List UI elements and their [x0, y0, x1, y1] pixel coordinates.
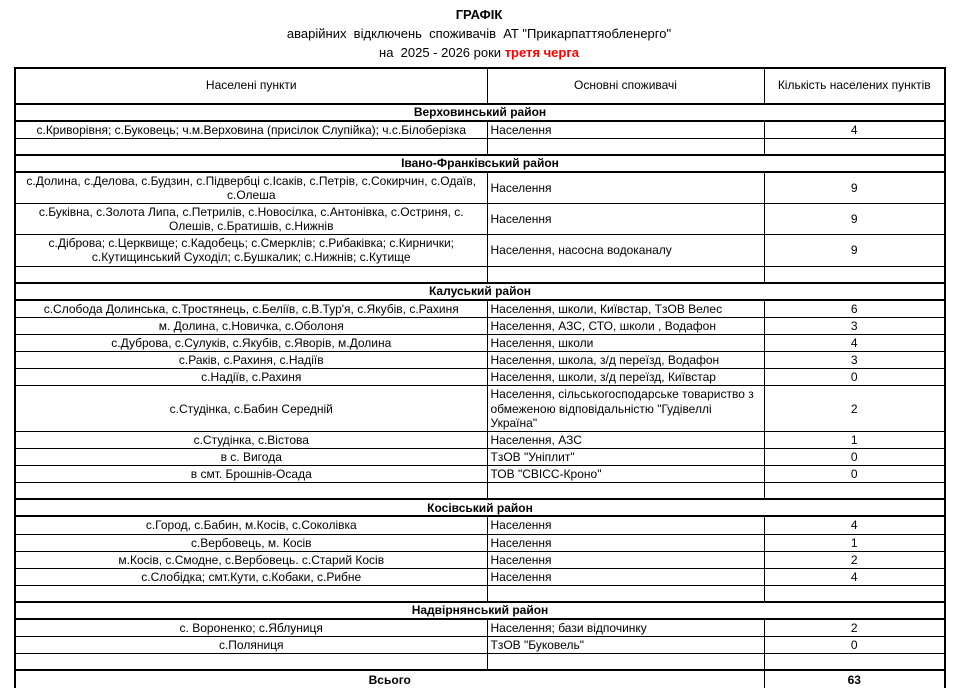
- count-cell: 2: [764, 619, 945, 637]
- spacer-cell: [487, 138, 764, 155]
- count-cell: 0: [764, 369, 945, 386]
- table-row: [15, 369, 945, 386]
- outage-schedule-table: [14, 67, 946, 688]
- spacer-cell: [15, 654, 487, 671]
- count-cell: 2: [764, 386, 945, 431]
- spacer-cell: [764, 585, 945, 602]
- spacer-cell: [487, 266, 764, 283]
- count-cell: 9: [764, 172, 945, 204]
- table-row: [15, 449, 945, 466]
- spacer-row: [15, 138, 945, 155]
- settlements-cell: с.Поляниця: [15, 637, 487, 654]
- table-row: [15, 300, 945, 318]
- title-queue-highlight: третя черга: [504, 44, 579, 60]
- settlements-cell: м. Долина, с.Новичка, с.Оболоня: [15, 317, 487, 334]
- table-row: [15, 568, 945, 585]
- table-row: [15, 637, 945, 654]
- spacer-row: [15, 266, 945, 283]
- table-row: [15, 431, 945, 448]
- consumers-cell: ТзОВ "Буковель": [487, 637, 764, 654]
- consumers-cell: Населення: [487, 534, 764, 551]
- count-cell: 3: [764, 352, 945, 369]
- consumers-cell: Населення: [487, 568, 764, 585]
- spacer-cell: [15, 138, 487, 155]
- count-cell: 6: [764, 300, 945, 318]
- settlements-cell: с.Город, с.Бабин, м.Косів, с.Соколівка: [15, 516, 487, 534]
- district-section-title: Верховинський район: [15, 104, 945, 121]
- count-cell: 9: [764, 235, 945, 266]
- spacer-cell: [15, 266, 487, 283]
- table-header: [15, 68, 945, 104]
- table-row: [15, 516, 945, 534]
- table-row: [15, 551, 945, 568]
- table-row: [15, 386, 945, 431]
- count-cell: 4: [764, 516, 945, 534]
- title-line-3-prefix: на 2025 - 2026 роки: [379, 44, 505, 60]
- count-cell: 3: [764, 317, 945, 334]
- outage-table-footer: [15, 670, 945, 688]
- spacer-cell: [764, 138, 945, 155]
- settlements-cell: с.Вербовець, м. Косів: [15, 534, 487, 551]
- consumers-cell: Населення, школи, з/д переїзд, Київстар: [487, 369, 764, 386]
- consumers-cell: Населення, школа, з/д переїзд, Водафон: [487, 352, 764, 369]
- consumers-cell: Населення: [487, 121, 764, 139]
- count-cell: 0: [764, 466, 945, 483]
- title-line-2: аварійних відключень споживачів АТ "Прикарпаттяобленерго": [286, 25, 672, 41]
- spacer-row: [15, 585, 945, 602]
- consumers-cell: Населення, насосна водоканалу: [487, 235, 764, 266]
- column-header-settlements: Населені пункти: [15, 68, 487, 104]
- total-label: Всього: [15, 670, 764, 688]
- district-section-row: [15, 155, 945, 172]
- table-row: [15, 204, 945, 235]
- table-row: [15, 619, 945, 637]
- settlements-cell: с.Діброва; с.Церквище; с.Кадобець; с.Смерклів; с.Рибаківка; с.Кирнички; с.Кутищинський Суходіл; с.Бушкалик; с.Нижнів; с.Кутище: [15, 235, 487, 266]
- settlements-cell: с.Криворівня; с.Буковець; ч.м.Верховина (присілок Слупійка); ч.с.Білоберізка: [15, 121, 487, 139]
- spacer-cell: [15, 483, 487, 500]
- document-title-block: [0, 0, 958, 63]
- count-cell: 9: [764, 204, 945, 235]
- consumers-cell: ТзОВ "Уніплит": [487, 449, 764, 466]
- consumers-cell: Населення, школи, Київстар, ТзОВ Велес: [487, 300, 764, 318]
- district-section-row: [15, 499, 945, 516]
- table-row: [15, 334, 945, 351]
- consumers-cell: Населення: [487, 516, 764, 534]
- table-row: [15, 121, 945, 139]
- consumers-cell: ТОВ "СВІСС-Кроно": [487, 466, 764, 483]
- consumers-cell: Населення: [487, 172, 764, 204]
- consumers-cell: Населення, сільськогосподарське товариство з обмеженою відповідальністю "Гудівеллі Україна": [487, 386, 764, 431]
- settlements-cell: с.Студінка, с.Вістова: [15, 431, 487, 448]
- district-section-title: Івано-Франківський район: [15, 155, 945, 172]
- count-cell: 1: [764, 431, 945, 448]
- table-row: [15, 352, 945, 369]
- settlements-cell: с.Слобода Долинська, с.Тростянець, с.Беліїв, с.В.Тур'я, с.Якубів, с.Рахиня: [15, 300, 487, 318]
- settlements-cell: с.Студінка, с.Бабин Середній: [15, 386, 487, 431]
- consumers-cell: Населення, школи: [487, 334, 764, 351]
- title-line-3: [0, 44, 958, 63]
- settlements-cell: с.Буківна, с.Золота Липа, с.Петрилів, с.Новосілка, с.Антонівка, с.Остриня, с. Олешів, с.Братишів, с.Нижнів: [15, 204, 487, 235]
- title-line-1: ГРАФІК: [455, 7, 503, 22]
- district-section-row: [15, 104, 945, 121]
- table-row: [15, 235, 945, 266]
- spacer-cell: [487, 654, 764, 671]
- district-section-row: [15, 283, 945, 300]
- table-row: [15, 317, 945, 334]
- column-header-count: Кількість населених пунктів: [764, 68, 945, 104]
- outage-table-body: [15, 104, 945, 671]
- table-row: [15, 172, 945, 204]
- table-header-row: [15, 68, 945, 104]
- district-section-title: Калуський район: [15, 283, 945, 300]
- count-cell: 0: [764, 637, 945, 654]
- consumers-cell: Населення; бази відпочинку: [487, 619, 764, 637]
- spacer-cell: [487, 483, 764, 500]
- spacer-cell: [764, 654, 945, 671]
- count-cell: 4: [764, 568, 945, 585]
- spacer-cell: [487, 585, 764, 602]
- consumers-cell: Населення, АЗС: [487, 431, 764, 448]
- settlements-cell: с.Надіїв, с.Рахиня: [15, 369, 487, 386]
- column-header-consumers: Основні споживачі: [487, 68, 764, 104]
- table-row: [15, 466, 945, 483]
- settlements-cell: м.Косів, с.Смодне, с.Вербовець. с.Старий Косів: [15, 551, 487, 568]
- spacer-cell: [15, 585, 487, 602]
- spacer-row: [15, 654, 945, 671]
- district-section-title: Косівський район: [15, 499, 945, 516]
- total-value: 63: [764, 670, 945, 688]
- settlements-cell: с.Раків, с.Рахиня, с.Надіїв: [15, 352, 487, 369]
- settlements-cell: с. Вороненко; с.Яблуниця: [15, 619, 487, 637]
- settlements-cell: в смт. Брошнів-Осада: [15, 466, 487, 483]
- settlements-cell: с.Слобідка; смт.Кути, с.Кобаки, с.Рибне: [15, 568, 487, 585]
- spacer-cell: [764, 266, 945, 283]
- count-cell: 2: [764, 551, 945, 568]
- spacer-row: [15, 483, 945, 500]
- district-section-title: Надвірнянський район: [15, 602, 945, 619]
- count-cell: 0: [764, 449, 945, 466]
- table-row: [15, 534, 945, 551]
- settlements-cell: с.Дуброва, с.Сулуків, с.Якубів, с.Яворів, м.Долина: [15, 334, 487, 351]
- settlements-cell: в с. Вигода: [15, 449, 487, 466]
- consumers-cell: Населення: [487, 551, 764, 568]
- settlements-cell: с.Долина, с.Делова, с.Будзин, с.Підвербці с.Ісаків, с.Петрів, с.Сокирчин, с.Одаїв, с.Олеша: [15, 172, 487, 204]
- spacer-cell: [764, 483, 945, 500]
- consumers-cell: Населення: [487, 204, 764, 235]
- total-row: [15, 670, 945, 688]
- count-cell: 4: [764, 121, 945, 139]
- consumers-cell: Населення, АЗС, СТО, школи , Водафон: [487, 317, 764, 334]
- count-cell: 1: [764, 534, 945, 551]
- count-cell: 4: [764, 334, 945, 351]
- district-section-row: [15, 602, 945, 619]
